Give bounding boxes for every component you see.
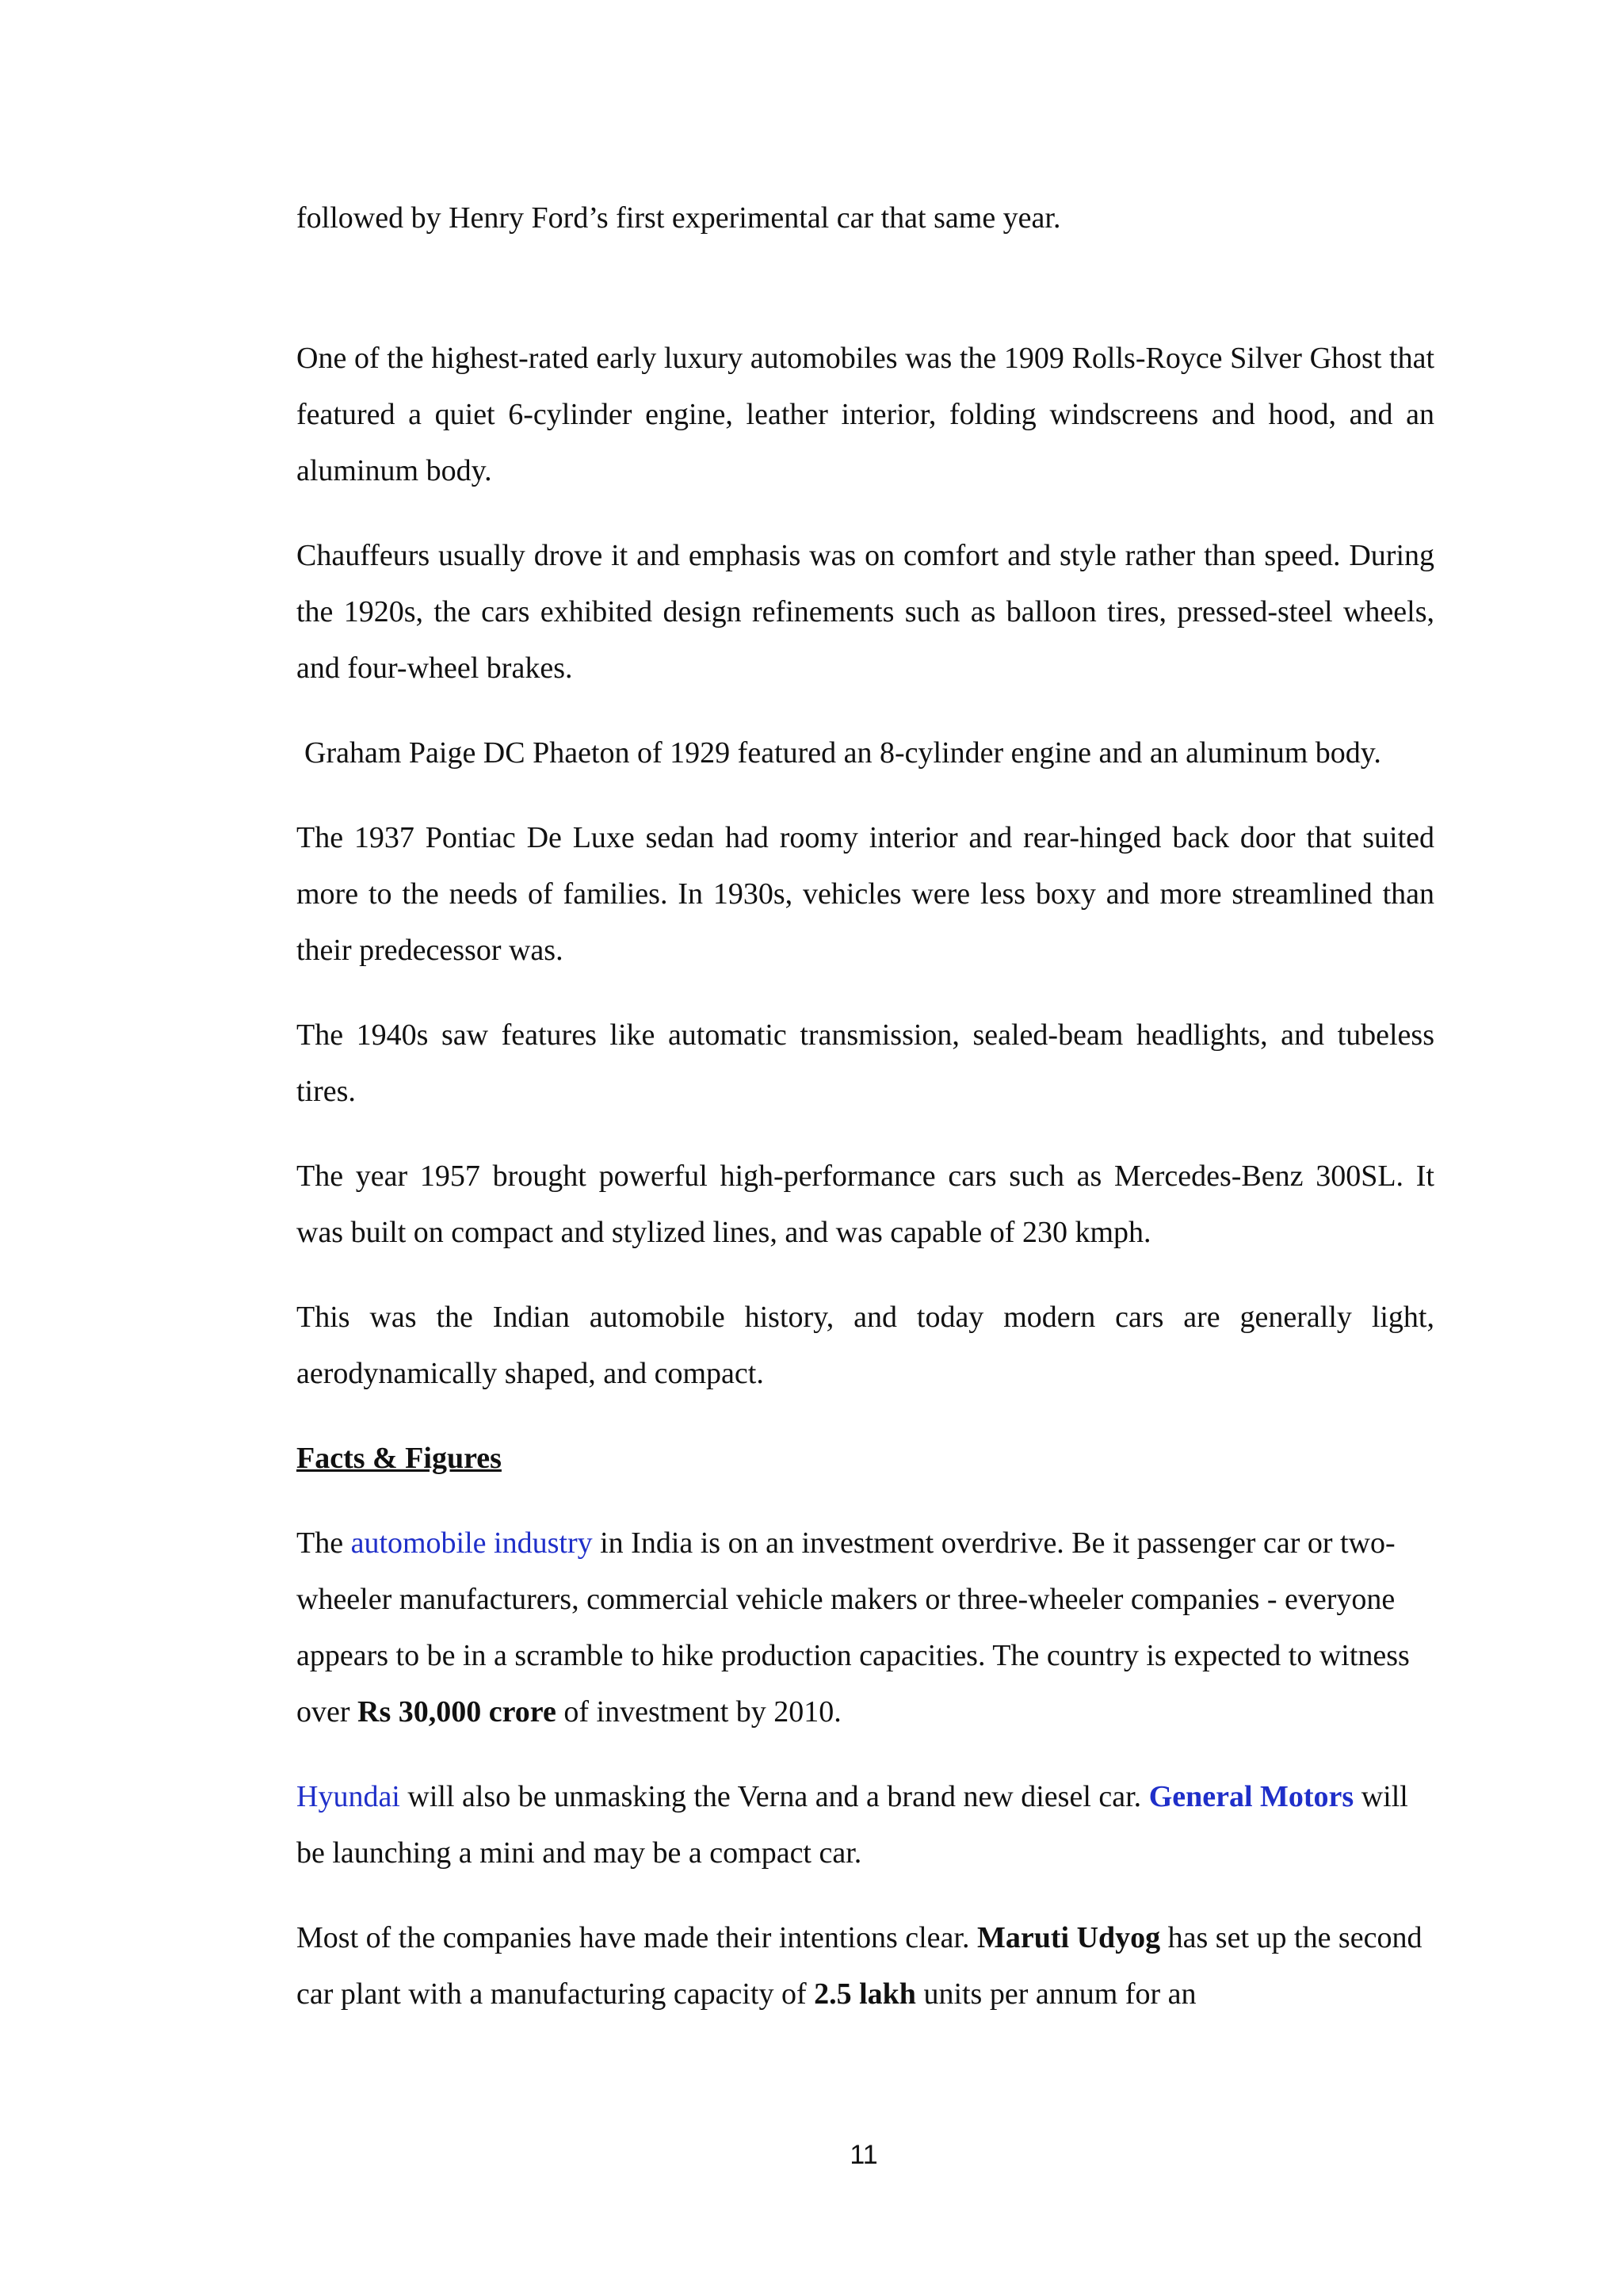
paragraph-pontiac: The 1937 Pontiac De Luxe sedan had roomy interior and rear-hinged back door that suited more to the needs of families. In 1930s, vehicles were less boxy and more streamlined than their predecessor was.	[296, 821, 1434, 967]
paragraph-hyundai-gm	[296, 1769, 1434, 1881]
text-segment: has set up the second car plant with a manufacturing capacity of	[296, 1921, 1423, 2011]
text-segment: will be launching a mini and may be a compact car.	[296, 1780, 1408, 1870]
automobile-industry-link[interactable]: automobile industry	[350, 1526, 593, 1560]
paragraph-graham-paige: Graham Paige DC Phaeton of 1929 featured an 8-cylinder engine and an aluminum body.	[304, 736, 1381, 770]
page-number: 11	[850, 2140, 878, 2170]
general-motors-link[interactable]: General Motors	[1148, 1780, 1354, 1813]
paragraph-chauffeurs: Chauffeurs usually drove it and emphasis was on comfort and style rather than speed. During the 1920s, the cars exhibited design refinements such as balloon tires, pressed-steel wheels, and four-wheel brakes.	[296, 539, 1434, 685]
section-heading-facts-figures: Facts & Figures	[296, 1442, 502, 1475]
paragraph-rolls-royce: One of the highest-rated early luxury automobiles was the 1909 Rolls-Royce Silver Ghost that featured a quiet 6-cylinder engine, leather interior, folding windscreens and hood, and an aluminum body.	[296, 342, 1434, 487]
paragraph-maruti	[296, 1910, 1434, 2023]
paragraph-investment	[296, 1515, 1434, 1740]
text-segment: Most of the companies have made their intentions clear.	[296, 1921, 977, 1954]
investment-amount: Rs 30,000 crore	[357, 1695, 556, 1729]
paragraph-henry-ford: followed by Henry Ford’s first experimental car that same year.	[296, 201, 1061, 235]
text-segment: The	[296, 1526, 351, 1560]
maruti-udyog-name: Maruti Udyog	[976, 1921, 1161, 1954]
text-segment: units per annum for an	[915, 1977, 1197, 2011]
document-body	[296, 190, 1434, 2051]
paragraph-1940s: The 1940s saw features like automatic transmission, sealed-beam headlights, and tubeless tires.	[296, 1018, 1434, 1108]
paragraph-1957: The year 1957 brought powerful high-performance cars such as Mercedes-Benz 300SL. It was built on compact and stylized lines, and was capable of 230 kmph.	[296, 1159, 1434, 1249]
hyundai-link[interactable]: Hyundai	[296, 1780, 400, 1813]
text-segment: will also be unmasking the Verna and a brand new diesel car.	[399, 1780, 1149, 1813]
text-segment: of investment by 2010.	[556, 1695, 842, 1729]
capacity-amount: 2.5 lakh	[814, 1977, 916, 2011]
paragraph-indian-history: This was the Indian automobile history, and today modern cars are generally light, aerodynamically shaped, and compact.	[296, 1301, 1434, 1390]
text-segment: in India is on an investment overdrive. Be it passenger car or two-wheeler manufacturers, commercial vehicle makers or three-wheeler companies - everyone appears to be in a scramble to hike production capacities. The country is expected to witness over	[296, 1526, 1410, 1729]
